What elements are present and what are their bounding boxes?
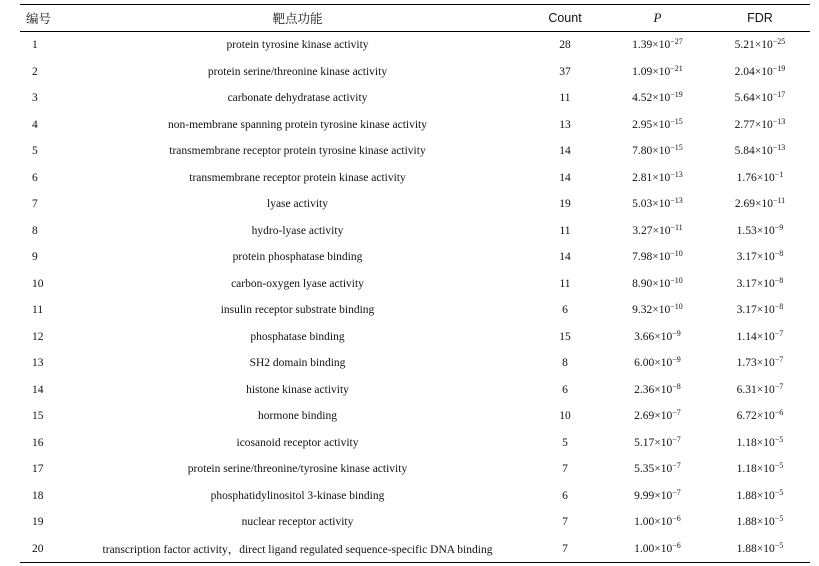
fdr-mantissa: 1.14×10 bbox=[736, 330, 775, 343]
p-mantissa: 7.98×10 bbox=[632, 251, 671, 264]
p-mantissa: 9.99×10 bbox=[634, 489, 673, 502]
p-mantissa: 1.09×10 bbox=[632, 65, 671, 78]
row-p-cell bbox=[605, 377, 710, 404]
p-mantissa: 2.36×10 bbox=[634, 383, 673, 396]
fdr-exponent: −25 bbox=[772, 37, 786, 47]
p-mantissa: 4.52×10 bbox=[632, 92, 671, 105]
p-exponent: −13 bbox=[670, 169, 683, 179]
row-function-cell: protein tyrosine kinase activity bbox=[226, 39, 369, 52]
table-row bbox=[20, 32, 810, 59]
row-p-cell bbox=[605, 59, 710, 86]
p-exponent: −9 bbox=[672, 355, 681, 365]
table-row bbox=[20, 430, 810, 457]
row-fdr-cell bbox=[710, 244, 810, 271]
p-exponent: −7 bbox=[672, 487, 681, 497]
row-fdr-cell bbox=[710, 483, 810, 510]
row-p-cell bbox=[605, 483, 710, 510]
row-p-cell bbox=[605, 509, 710, 536]
p-mantissa: 2.95×10 bbox=[632, 118, 671, 131]
row-p-cell bbox=[605, 456, 710, 483]
fdr-mantissa: 3.17×10 bbox=[736, 277, 775, 290]
p-exponent: −7 bbox=[672, 408, 681, 418]
row-p-cell bbox=[605, 138, 710, 165]
row-id-cell: 17 bbox=[32, 463, 44, 476]
row-function-cell: nuclear receptor activity bbox=[241, 516, 354, 529]
p-exponent: −6 bbox=[672, 514, 681, 524]
p-exponent: −19 bbox=[670, 90, 683, 100]
p-exponent: −27 bbox=[670, 37, 683, 47]
fdr-exponent: −7 bbox=[774, 381, 784, 391]
fdr-mantissa: 5.21×10 bbox=[734, 39, 773, 52]
fdr-mantissa: 6.72×10 bbox=[736, 410, 775, 423]
p-exponent: −10 bbox=[670, 302, 683, 312]
fdr-exponent: −8 bbox=[774, 275, 784, 285]
row-fdr-cell bbox=[710, 191, 810, 218]
table-row bbox=[20, 244, 810, 271]
row-id-cell: 2 bbox=[32, 65, 38, 78]
row-p-cell bbox=[605, 32, 710, 59]
fdr-mantissa: 1.88×10 bbox=[736, 542, 775, 555]
p-exponent: −7 bbox=[672, 461, 681, 471]
go-function-table-container bbox=[20, 4, 810, 563]
fdr-mantissa: 2.77×10 bbox=[734, 118, 773, 131]
row-p-cell bbox=[605, 350, 710, 377]
row-id-cell: 11 bbox=[32, 304, 44, 317]
row-function-cell: transmembrane receptor protein tyrosine kinase activity bbox=[169, 145, 426, 158]
header-p: P bbox=[653, 10, 662, 25]
row-count-cell: 11 bbox=[559, 92, 571, 105]
row-fdr-cell bbox=[710, 509, 810, 536]
fdr-mantissa: 1.53×10 bbox=[736, 224, 775, 237]
row-fdr-cell bbox=[710, 112, 810, 139]
row-function-cell: transmembrane receptor protein kinase activity bbox=[189, 171, 406, 184]
row-function-cell: lyase activity bbox=[267, 198, 328, 211]
fdr-exponent: −5 bbox=[774, 487, 784, 497]
row-id-cell: 3 bbox=[32, 92, 38, 105]
row-fdr-cell bbox=[710, 165, 810, 192]
fdr-mantissa: 3.17×10 bbox=[736, 304, 775, 317]
row-fdr-cell bbox=[710, 32, 810, 59]
header-function: 靶点功能 bbox=[272, 12, 323, 26]
row-function-cell: carbon-oxygen lyase activity bbox=[231, 277, 364, 290]
row-p-cell bbox=[605, 536, 710, 563]
row-count-cell: 6 bbox=[562, 383, 568, 396]
row-count-cell: 6 bbox=[562, 489, 568, 502]
row-fdr-cell bbox=[710, 271, 810, 298]
p-mantissa: 7.80×10 bbox=[632, 145, 671, 158]
fdr-exponent: −5 bbox=[774, 461, 784, 471]
fdr-mantissa: 1.18×10 bbox=[736, 463, 775, 476]
row-count-cell: 8 bbox=[562, 357, 568, 370]
row-function-cell: transcription factor activity，direct ligand regulated sequence-specific DNA binding bbox=[102, 543, 493, 556]
p-exponent: −15 bbox=[670, 116, 683, 126]
fdr-exponent: −7 bbox=[774, 328, 784, 338]
row-fdr-cell bbox=[710, 377, 810, 404]
row-p-cell bbox=[605, 403, 710, 430]
row-count-cell: 11 bbox=[559, 277, 571, 290]
p-exponent: −10 bbox=[670, 249, 683, 259]
row-fdr-cell bbox=[710, 350, 810, 377]
table-row bbox=[20, 191, 810, 218]
p-exponent: −7 bbox=[672, 434, 681, 444]
go-function-table bbox=[20, 4, 810, 563]
table-row bbox=[20, 403, 810, 430]
row-fdr-cell bbox=[710, 138, 810, 165]
row-count-cell: 28 bbox=[559, 39, 571, 52]
fdr-exponent: −6 bbox=[774, 408, 784, 418]
row-count-cell: 14 bbox=[559, 171, 571, 184]
p-mantissa: 3.66×10 bbox=[634, 330, 673, 343]
table-row bbox=[20, 165, 810, 192]
row-function-cell: hydro-lyase activity bbox=[251, 224, 344, 237]
row-fdr-cell bbox=[710, 297, 810, 324]
row-id-cell: 4 bbox=[32, 118, 38, 131]
fdr-mantissa: 1.73×10 bbox=[736, 357, 775, 370]
p-exponent: −6 bbox=[672, 540, 681, 550]
row-function-cell: protein phosphatase binding bbox=[232, 251, 363, 264]
row-id-cell: 10 bbox=[32, 277, 44, 290]
row-id-cell: 15 bbox=[32, 410, 44, 423]
row-id-cell: 13 bbox=[32, 357, 44, 370]
p-mantissa: 5.35×10 bbox=[634, 463, 673, 476]
table-row bbox=[20, 377, 810, 404]
fdr-mantissa: 2.69×10 bbox=[734, 198, 773, 211]
table-row bbox=[20, 271, 810, 298]
fdr-mantissa: 3.17×10 bbox=[736, 251, 775, 264]
row-id-cell: 12 bbox=[32, 330, 44, 343]
fdr-exponent: −8 bbox=[774, 302, 784, 312]
row-function-cell: phosphatase binding bbox=[250, 330, 345, 343]
row-id-cell: 7 bbox=[32, 198, 38, 211]
table-row bbox=[20, 297, 810, 324]
fdr-exponent: −11 bbox=[772, 196, 786, 206]
fdr-exponent: −1 bbox=[774, 169, 784, 179]
row-count-cell: 13 bbox=[559, 118, 571, 131]
fdr-exponent: −13 bbox=[772, 116, 786, 126]
row-function-cell: hormone binding bbox=[258, 410, 337, 423]
row-count-cell: 14 bbox=[559, 145, 571, 158]
p-mantissa: 2.69×10 bbox=[634, 410, 673, 423]
p-mantissa: 1.00×10 bbox=[634, 516, 673, 529]
row-function-cell: phosphatidylinositol 3-kinase binding bbox=[210, 489, 385, 502]
row-function-cell: carbonate dehydratase activity bbox=[227, 92, 368, 105]
row-count-cell: 7 bbox=[562, 516, 568, 529]
row-function-cell: icosanoid receptor activity bbox=[236, 436, 359, 449]
row-id-cell: 1 bbox=[32, 39, 38, 52]
p-exponent: −13 bbox=[670, 196, 683, 206]
row-fdr-cell bbox=[710, 85, 810, 112]
row-p-cell bbox=[605, 218, 710, 245]
table-row bbox=[20, 59, 810, 86]
row-p-cell bbox=[605, 324, 710, 351]
fdr-mantissa: 6.31×10 bbox=[736, 383, 775, 396]
header-fdr: FDR bbox=[747, 11, 773, 25]
row-fdr-cell bbox=[710, 218, 810, 245]
p-mantissa: 2.81×10 bbox=[632, 171, 671, 184]
fdr-exponent: −5 bbox=[774, 434, 784, 444]
row-count-cell: 6 bbox=[562, 304, 568, 317]
row-count-cell: 14 bbox=[559, 251, 571, 264]
row-function-cell: protein serine/threonine/tyrosine kinase activity bbox=[187, 463, 408, 476]
row-p-cell bbox=[605, 165, 710, 192]
row-function-cell: protein serine/threonine kinase activity bbox=[207, 65, 388, 78]
fdr-mantissa: 5.84×10 bbox=[734, 145, 773, 158]
p-mantissa: 1.00×10 bbox=[634, 542, 673, 555]
row-function-cell: non-membrane spanning protein tyrosine kinase activity bbox=[167, 118, 427, 131]
p-mantissa: 9.32×10 bbox=[632, 304, 671, 317]
row-count-cell: 7 bbox=[562, 463, 568, 476]
table-row bbox=[20, 509, 810, 536]
row-fdr-cell bbox=[710, 456, 810, 483]
row-fdr-cell bbox=[710, 430, 810, 457]
fdr-exponent: −7 bbox=[774, 355, 784, 365]
row-id-cell: 16 bbox=[32, 436, 44, 449]
fdr-mantissa: 1.88×10 bbox=[736, 489, 775, 502]
fdr-exponent: −8 bbox=[774, 249, 784, 259]
row-count-cell: 5 bbox=[562, 436, 568, 449]
p-exponent: −10 bbox=[670, 275, 683, 285]
row-fdr-cell bbox=[710, 403, 810, 430]
p-exponent: −11 bbox=[670, 222, 683, 232]
row-count-cell: 10 bbox=[559, 410, 571, 423]
header-id: 编号 bbox=[26, 12, 52, 26]
fdr-exponent: −13 bbox=[772, 143, 786, 153]
row-id-cell: 8 bbox=[32, 224, 38, 237]
fdr-mantissa: 2.04×10 bbox=[734, 65, 773, 78]
row-id-cell: 18 bbox=[32, 489, 44, 502]
p-mantissa: 8.90×10 bbox=[632, 277, 671, 290]
p-mantissa: 6.00×10 bbox=[634, 357, 673, 370]
row-count-cell: 7 bbox=[562, 542, 568, 555]
fdr-mantissa: 1.88×10 bbox=[736, 516, 775, 529]
row-count-cell: 15 bbox=[559, 330, 571, 343]
row-p-cell bbox=[605, 191, 710, 218]
table-row bbox=[20, 350, 810, 377]
row-count-cell: 11 bbox=[559, 224, 571, 237]
row-fdr-cell bbox=[710, 59, 810, 86]
table-row bbox=[20, 138, 810, 165]
row-p-cell bbox=[605, 430, 710, 457]
fdr-mantissa: 1.76×10 bbox=[736, 171, 775, 184]
table-body bbox=[20, 32, 810, 563]
row-id-cell: 6 bbox=[32, 171, 38, 184]
p-mantissa: 3.27×10 bbox=[632, 224, 671, 237]
p-exponent: −9 bbox=[672, 328, 681, 338]
row-p-cell bbox=[605, 271, 710, 298]
row-p-cell bbox=[605, 85, 710, 112]
fdr-exponent: −9 bbox=[774, 222, 784, 232]
p-mantissa: 5.17×10 bbox=[634, 436, 673, 449]
row-fdr-cell bbox=[710, 536, 810, 563]
p-mantissa: 5.03×10 bbox=[632, 198, 671, 211]
table-row bbox=[20, 218, 810, 245]
row-id-cell: 9 bbox=[32, 251, 38, 264]
p-exponent: −15 bbox=[670, 143, 683, 153]
p-exponent: −21 bbox=[670, 63, 683, 73]
row-p-cell bbox=[605, 112, 710, 139]
table-row bbox=[20, 324, 810, 351]
table-row bbox=[20, 85, 810, 112]
row-function-cell: SH2 domain binding bbox=[249, 357, 346, 370]
fdr-exponent: −5 bbox=[774, 514, 784, 524]
fdr-exponent: −5 bbox=[774, 540, 784, 550]
row-id-cell: 14 bbox=[32, 383, 44, 396]
p-exponent: −8 bbox=[672, 381, 681, 391]
header-count: Count bbox=[548, 11, 582, 25]
row-id-cell: 5 bbox=[32, 145, 38, 158]
fdr-exponent: −19 bbox=[772, 63, 786, 73]
row-function-cell: insulin receptor substrate binding bbox=[220, 304, 375, 317]
table-row bbox=[20, 112, 810, 139]
row-id-cell: 19 bbox=[32, 516, 44, 529]
table-header bbox=[20, 5, 810, 32]
header-row bbox=[20, 5, 810, 32]
row-count-cell: 19 bbox=[559, 198, 571, 211]
table-row bbox=[20, 483, 810, 510]
row-p-cell bbox=[605, 244, 710, 271]
fdr-exponent: −17 bbox=[772, 90, 786, 100]
row-fdr-cell bbox=[710, 324, 810, 351]
row-function-cell: histone kinase activity bbox=[246, 383, 349, 396]
fdr-mantissa: 1.18×10 bbox=[736, 436, 775, 449]
row-id-cell: 20 bbox=[32, 542, 44, 555]
p-mantissa: 1.39×10 bbox=[632, 39, 671, 52]
fdr-mantissa: 5.64×10 bbox=[734, 92, 773, 105]
table-row bbox=[20, 456, 810, 483]
row-count-cell: 37 bbox=[559, 65, 571, 78]
row-p-cell bbox=[605, 297, 710, 324]
table-row bbox=[20, 536, 810, 563]
